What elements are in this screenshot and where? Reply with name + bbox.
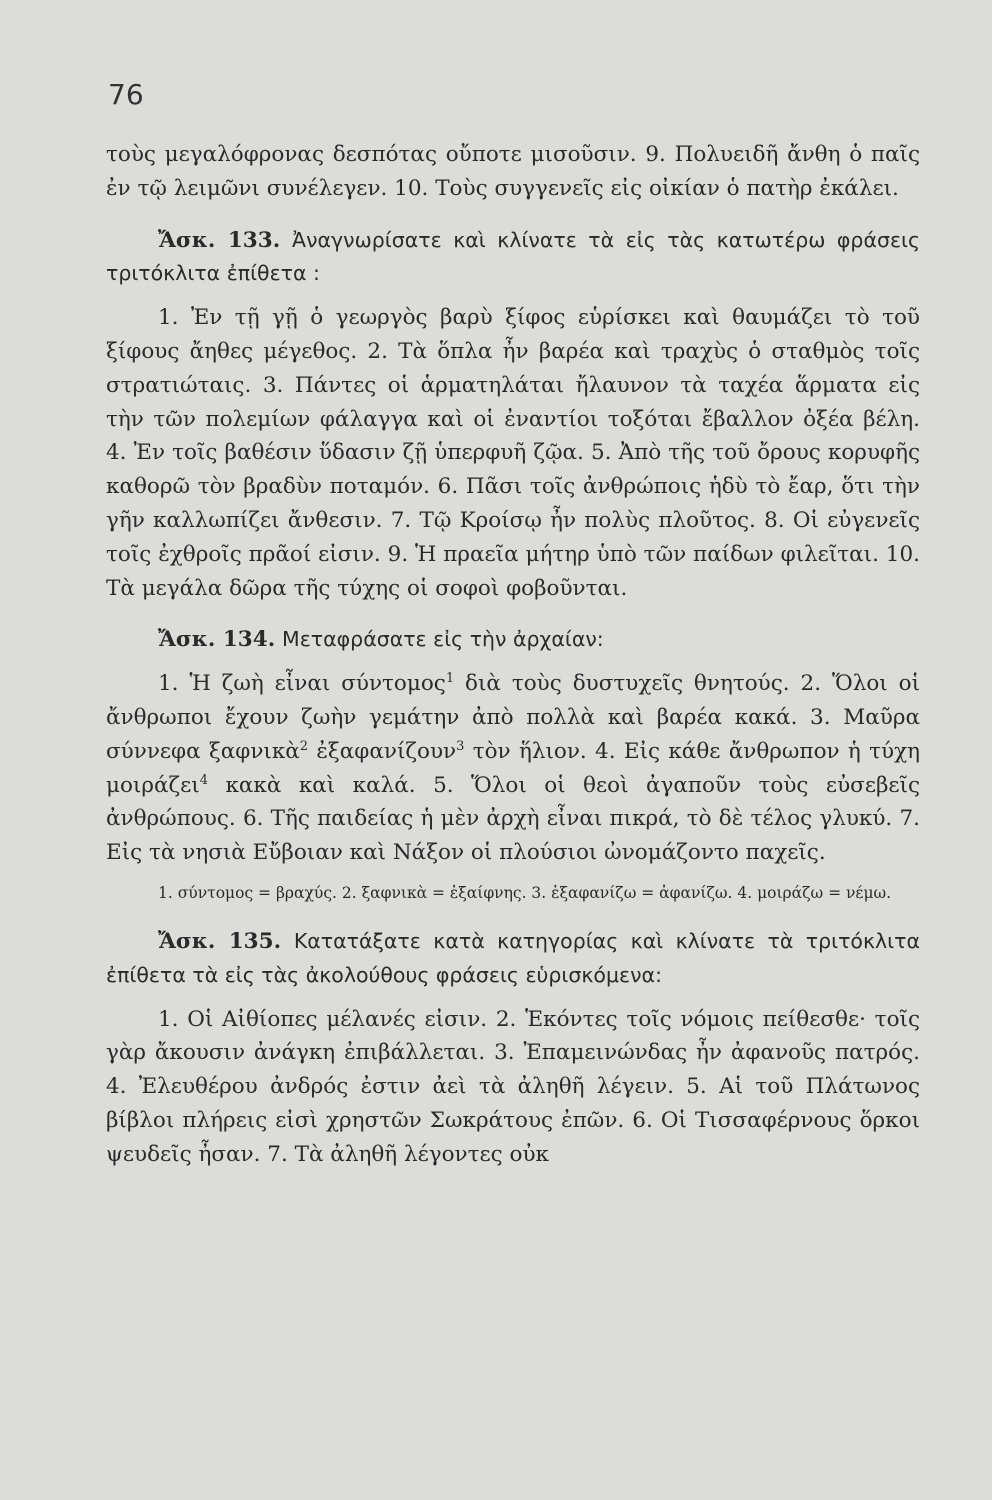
exercise-134 — [106, 623, 920, 907]
exercise-133-heading — [106, 224, 920, 292]
exercise-135-label: Ἄσκ. 135. — [158, 928, 282, 954]
exercise-134-heading — [106, 623, 920, 657]
exercise-135 — [106, 925, 920, 1172]
text-segment: ἐξαφανίζουν — [308, 738, 457, 764]
exercise-135-instruction: Κατατάξατε κατὰ κατηγορίας καὶ κλίνατε τὰ τριτόκλιτα ἐπίθετα τὰ εἰς τὰς ἀκολούθους φράσεις εὑρισκόμενα: — [106, 928, 920, 987]
exercise-134-text — [106, 667, 920, 870]
exercise-133-instruction: Ἀναγνωρίσατε καὶ κλίνατε τὰ εἰς τὰς κατωτέρω φράσεις τριτόκλιτα ἐπίθετα : — [106, 227, 920, 286]
footnote-marker: 1 — [445, 671, 455, 686]
page-body — [106, 138, 920, 1172]
exercise-133-label: Ἄσκ. 133. — [158, 227, 281, 253]
footnote-marker: 3 — [456, 738, 465, 754]
text-segment: κακὰ καὶ καλά. 5. Ὅλοι οἱ θεοὶ ἀγαποῦν τοὺς εὐσεβεῖς ἀνθρώπους. 6. Τῆς παιδείας ἡ μὲν ἀρχὴ εἶναι πικρά, τὸ δὲ τέλος γλυκύ. 7. Εἰς τὰ νησιὰ Εὔβοιαν καὶ Νάξον οἱ πλούσιοι ὠνομάζοντο παχεῖς. — [106, 772, 920, 866]
text-segment: 1. Ἡ ζωὴ εἶναι σύντομος — [158, 671, 446, 697]
exercise-135-heading — [106, 925, 920, 993]
text-segment: διὰ τοὺς δυστυχεῖς θνητούς. 2. Ὅλοι οἱ ἄνθρωποι ἔχουν ζωὴν γεμάτην ἀπὸ πολλὰ καὶ βαρέα κακά. 3. Μαῦρα σύννεφα ξαφνικὰ — [106, 671, 920, 764]
exercise-133-text: 1. Ἐν τῇ γῇ ὁ γεωργὸς βαρὺ ξίφος εὑρίσκει καὶ θαυμάζει τὸ τοῦ ξίφους ἄηθες μέγεθος. 2. Τὰ ὅπλα ἦν βαρέα καὶ τραχὺς ὁ σταθμὸς τοῖς στρατιώταις. 3. Πάντες οἱ ἁρματηλάται ἤλαυνον τὰ ταχέα ἅρματα εἰς τὴν τῶν πολεμίων φάλαγγα καὶ οἱ ἐναντίοι τοξόται ἔβαλλον ὀξέα βέλη. 4. Ἐν τοῖς βαθέσιν ὕδασιν ζῇ ὑπερφυῆ ζῷα. 5. Ἀπὸ τῆς τοῦ ὄρους κορυφῆς καθορῶ τὸν βραδὺν ποταμόν. 6. Πᾶσι τοῖς ἀνθρώποις ἡδὺ τὸ ἔαρ, ὅτι τὴν γῆν καλλωπίζει ἄνθεσιν. 7. Τῷ Κροίσῳ ἦν πολὺς πλοῦτος. 8. Οἱ εὐγενεῖς τοῖς ἐχθροῖς πρᾶοί εἰσιν. 9. Ἡ πραεῖα μήτηρ ὑπὸ τῶν παίδων φιλεῖται. 10. Τὰ μεγάλα δῶρα τῆς τύχης οἱ σοφοὶ φοβοῦνται. — [106, 305, 920, 601]
footnote-marker: 2 — [299, 738, 309, 754]
page-number: 76 — [108, 78, 144, 111]
exercise-134-label: Ἄσκ. 134. — [158, 627, 276, 653]
continued-text: τοὺς μεγαλόφρονας δεσπότας οὔποτε μισοῦσιν. 9. Πολυειδῆ ἄνθη ὁ παῖς ἐν τῷ λειμῶνι συνέλεγεν. 10. Τοὺς συγγενεῖς εἰς οἰκίαν ὁ πατὴρ ἐκάλει. — [106, 142, 920, 201]
exercise-135-text: 1. Οἱ Αἰθίοπες μέλανές εἰσιν. 2. Ἑκόντες τοῖς νόμοις πείθεσθε· τοῖς γὰρ ἄκουσιν ἀνάγκη ἐπιβάλλεται. 3. Ἐπαμεινώνδας ἦν ἀφανοῦς πατρός. 4. Ἐλευθέρου ἀνδρός ἐστιν ἀεὶ τὰ ἀληθῆ λέγειν. 5. Αἱ τοῦ Πλάτωνος βίβλοι πλήρεις εἰσὶ χρηστῶν Σωκράτους ἐπῶν. 6. Οἱ Τισσαφέρνους ὅρκοι ψευδεῖς ἦσαν. 7. Τὰ ἀληθῆ λέγοντες οὐκ — [106, 1006, 920, 1167]
exercise-133 — [106, 224, 920, 606]
footnotes — [106, 880, 920, 907]
text-segment: τὸν ἥλιον. 4. Εἰς κάθε ἄνθρωπον ἡ τύχη μοιράζει — [106, 738, 920, 798]
exercise-134-instruction: Μεταφράσατε εἰς τὴν ἀρχαίαν: — [282, 627, 604, 652]
footnote-text: 1. σύντομος = βραχύς. 2. ξαφνικὰ = ἐξαίφνης. 3. ἐξαφανίζω = ἀφανίζω. 4. μοιράζω = νέμω. — [158, 883, 892, 902]
footnote-marker: 4 — [199, 772, 209, 788]
